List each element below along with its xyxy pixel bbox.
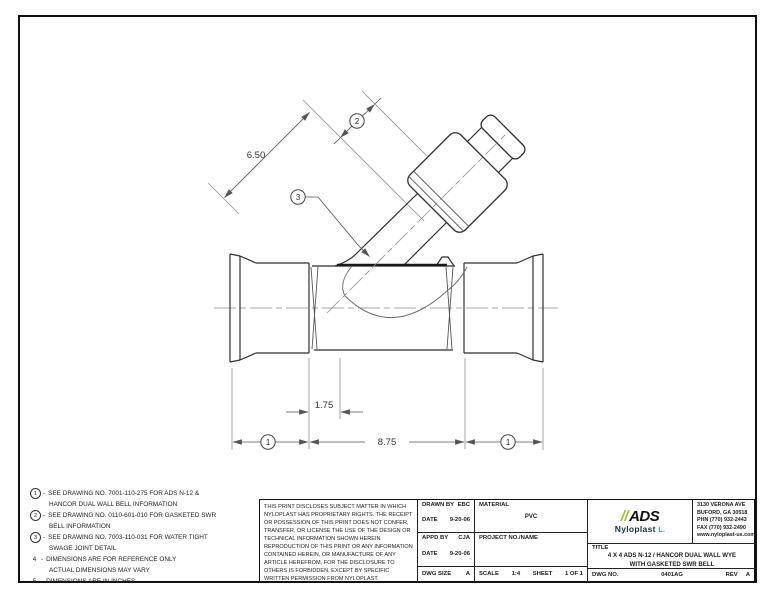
title-cell	[588, 544, 756, 569]
note-5	[30, 576, 135, 587]
balloon-3: 3	[295, 192, 301, 202]
logo-nyloplast-text: Nyloplast	[614, 524, 656, 534]
note-5-line1: DIMENSIONS ARE IN INCHES	[46, 578, 136, 585]
dwg-no-value: 0401AG	[661, 572, 684, 578]
rev-value: A	[745, 572, 750, 578]
scale-sheet-cell	[475, 567, 588, 582]
appd-by-value: CJA	[458, 535, 470, 541]
company-cell	[588, 500, 756, 544]
project-label: PROJECT NO./NAME	[479, 535, 538, 541]
note-3	[30, 532, 208, 554]
sheet-value: 1 OF 1	[564, 571, 583, 577]
note-4-line1: DIMENSIONS ARE FOR REFERENCE ONLY	[46, 556, 177, 563]
drawing-title-line1: 4 X 4 ADS N-12 / HANCOR DUAL WALL WYE	[607, 552, 737, 559]
extension-lines	[208, 91, 543, 450]
company-phone: PHN (770) 932-2443	[697, 517, 747, 524]
note-2-number: 2	[30, 510, 41, 521]
material-cell	[475, 500, 588, 533]
dimension-lines	[225, 98, 543, 442]
note-dash: -	[41, 578, 44, 585]
title-label: TITLE	[592, 545, 609, 551]
note-3-line1: SEE DRAWING NO. 7003-110-031 FOR WATER TIGHT	[48, 534, 208, 541]
note-4	[30, 554, 176, 576]
note-dash: -	[43, 512, 46, 519]
logo-mark: L.	[658, 527, 666, 534]
internal-bore-curves	[343, 266, 467, 318]
note-4-number: 4	[32, 556, 37, 563]
company-website: www.nyloplast-us.com	[697, 532, 756, 539]
drawn-by-value: EBC	[457, 502, 470, 508]
logo-ads-text: ADS	[629, 508, 660, 525]
material-value: PVC	[524, 514, 538, 520]
logo-slashes: //	[620, 508, 629, 525]
dim-branch-length: 6.50	[246, 150, 266, 161]
dwg-size-label: DWG SIZE	[422, 571, 452, 577]
note-2-line2: BELL INFORMATION	[49, 523, 111, 530]
dimension-text	[247, 150, 397, 448]
address-line-2: BUFORD, GA 30518	[697, 509, 748, 516]
note-dash: -	[43, 534, 46, 541]
proprietary-disclaimer: THIS PRINT DISCLOSES SUBJECT MATTER IN WHICH NYLOPLAST HAS PROPRIETARY RIGHTS. THE RECEIPT OR POSSESSION OF THIS PRINT DOES NOT CONFER, TRANSFER, OR LICENSE THE USE OF THE DESIGN OR TECHNICAL INFORMATION SHOWN HEREIN REPRODUCTION OF THIS PRINT OR ANY INFORMATION CONTAINED HEREIN, OR MANUFACTURE OF ANY ARTICLE HEREFROM, FOR THE DISCLOSURE TO OTHERS IS FORBIDDEN, EXCEPT BY SPECIFIC WRITTEN PERMISSION FROM NYLOPLAST.	[260, 500, 418, 582]
dwg-no-label: DWG NO.	[592, 572, 619, 578]
dim-swage-length: 1.75	[314, 400, 334, 411]
note-1-number: 1	[30, 488, 41, 499]
scale-label: SCALE	[479, 571, 499, 577]
rev-label: REV	[725, 572, 738, 578]
material-label: MATERIAL	[479, 502, 509, 508]
drawn-by-label: DRAWN BY	[422, 502, 455, 508]
centerline-branch	[327, 132, 508, 313]
dim-body-length: 8.75	[377, 437, 397, 448]
note-dash: -	[41, 556, 44, 563]
note-5-number: 5	[32, 578, 37, 585]
note-1	[30, 488, 199, 510]
project-cell	[475, 533, 588, 567]
sheet-label: SHEET	[532, 571, 553, 577]
note-dash: -	[43, 490, 46, 497]
note-3-line2: SWAGE JOINT DETAIL	[49, 545, 117, 552]
date-label: DATE	[422, 517, 438, 523]
note-2-line1: SEE DRAWING NO. 0110-601-010 FOR GASKETED SWR	[48, 512, 217, 519]
appd-by-cell	[418, 533, 475, 567]
note-1-line1: SEE DRAWING NO. 7001-110-275 FOR ADS N-12 &	[48, 490, 200, 497]
address-line-1: 3130 VERONA AVE	[697, 502, 746, 508]
drawn-date-value: 9-20-06	[449, 517, 470, 523]
dwg-size-value: A	[465, 571, 470, 577]
drawing-title-line2: WITH GASKETED SWR BELL	[629, 560, 715, 568]
note-4-line2: ACTUAL DIMENSIONS MAY VARY	[49, 567, 150, 574]
date-label: DATE	[422, 551, 438, 557]
balloon-1-right: 1	[505, 437, 511, 447]
balloon-1-left: 1	[265, 437, 271, 447]
appd-by-label: APPD BY	[422, 535, 449, 541]
title-block	[259, 499, 755, 583]
dwg-size-cell	[418, 567, 475, 582]
note-2	[30, 510, 216, 532]
ads-nyloplast-logo	[588, 500, 692, 544]
drawn-by-cell	[418, 500, 475, 533]
balloon-2: 2	[354, 116, 360, 126]
appd-date-value: 9-20-06	[449, 551, 470, 557]
note-3-number: 3	[30, 532, 41, 543]
note-1-line2: HANCOR DUAL WALL BELL INFORMATION	[49, 501, 178, 508]
company-address	[692, 500, 756, 543]
company-fax: FAX (770) 932-2490	[697, 524, 746, 531]
dwg-no-cell	[588, 569, 756, 582]
scale-value: 1:4	[511, 571, 521, 577]
